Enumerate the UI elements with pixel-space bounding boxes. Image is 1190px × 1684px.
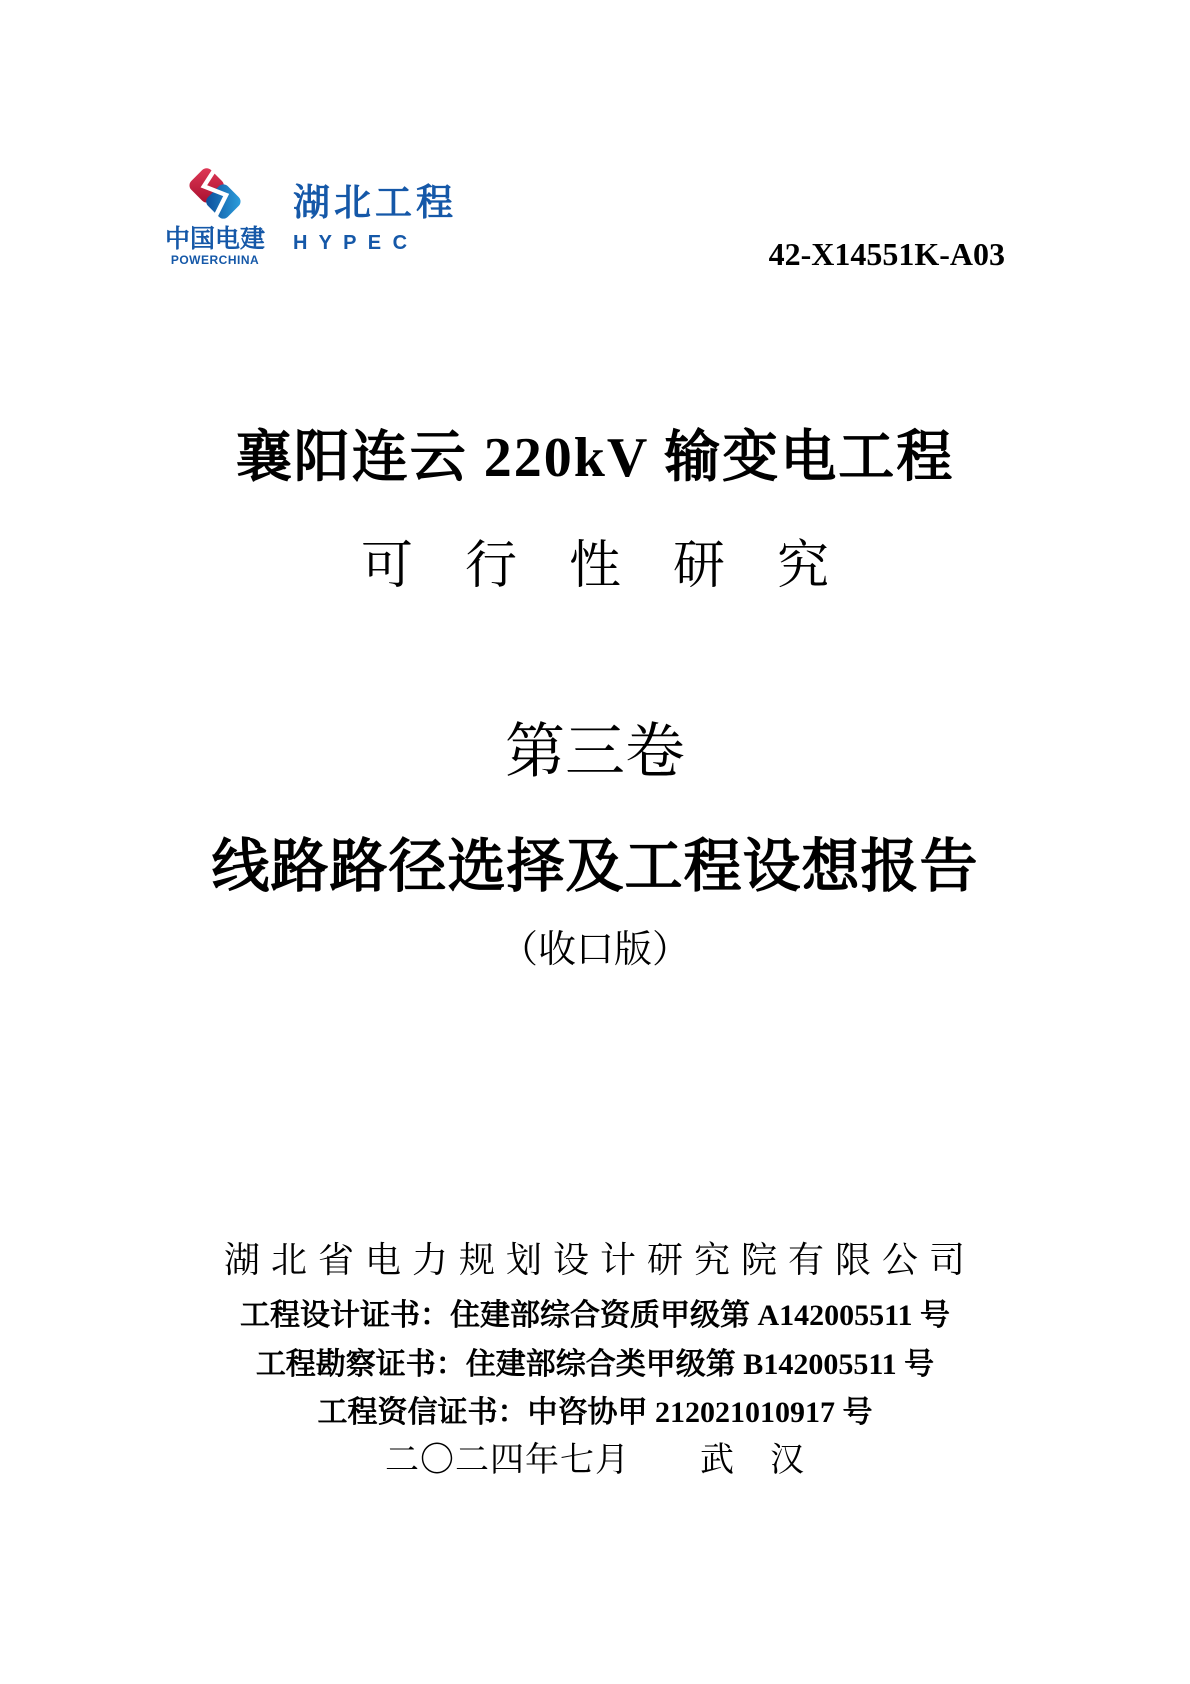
branch-name-en: H Y P E C [293,231,411,254]
credential-design: 工程设计证书：住建部综合资质甲级第 A142005511 号 [239,1299,950,1332]
project-title: 襄阳连云 220kV 输变电工程 [235,427,955,489]
credential-survey: 工程勘察证书：住建部综合类甲级第 B142005511 号 [255,1348,935,1381]
branch-name-cn: 湖北工程 [293,182,457,223]
powerchina-diamond-icon [184,164,246,226]
volume-number: 第三卷 [505,719,685,785]
edition-label: （收口版） [499,929,690,971]
company-name: 湖 北 省 电 力 规 划 设 计 研 究 院 有 限 公 司 [223,1240,966,1280]
org-name-en: POWERCHINA [170,252,260,267]
hypec-logo-column [293,148,457,267]
document-number: 42-X14551K-A03 [768,236,1005,272]
org-name-cn: 中国电建 [164,225,265,253]
date-place-line: 二〇二四年七月 武 汉 [385,1442,805,1479]
powerchina-logo-column [163,148,267,267]
credential-consulting: 工程资信证书：中咨协甲 212021010917 号 [317,1396,873,1429]
report-type-title: 可 行 性 研 究 [360,538,829,595]
powerchina-hypec-logo [163,148,457,267]
volume-title: 线路路径选择及工程设想报告 [211,834,979,899]
